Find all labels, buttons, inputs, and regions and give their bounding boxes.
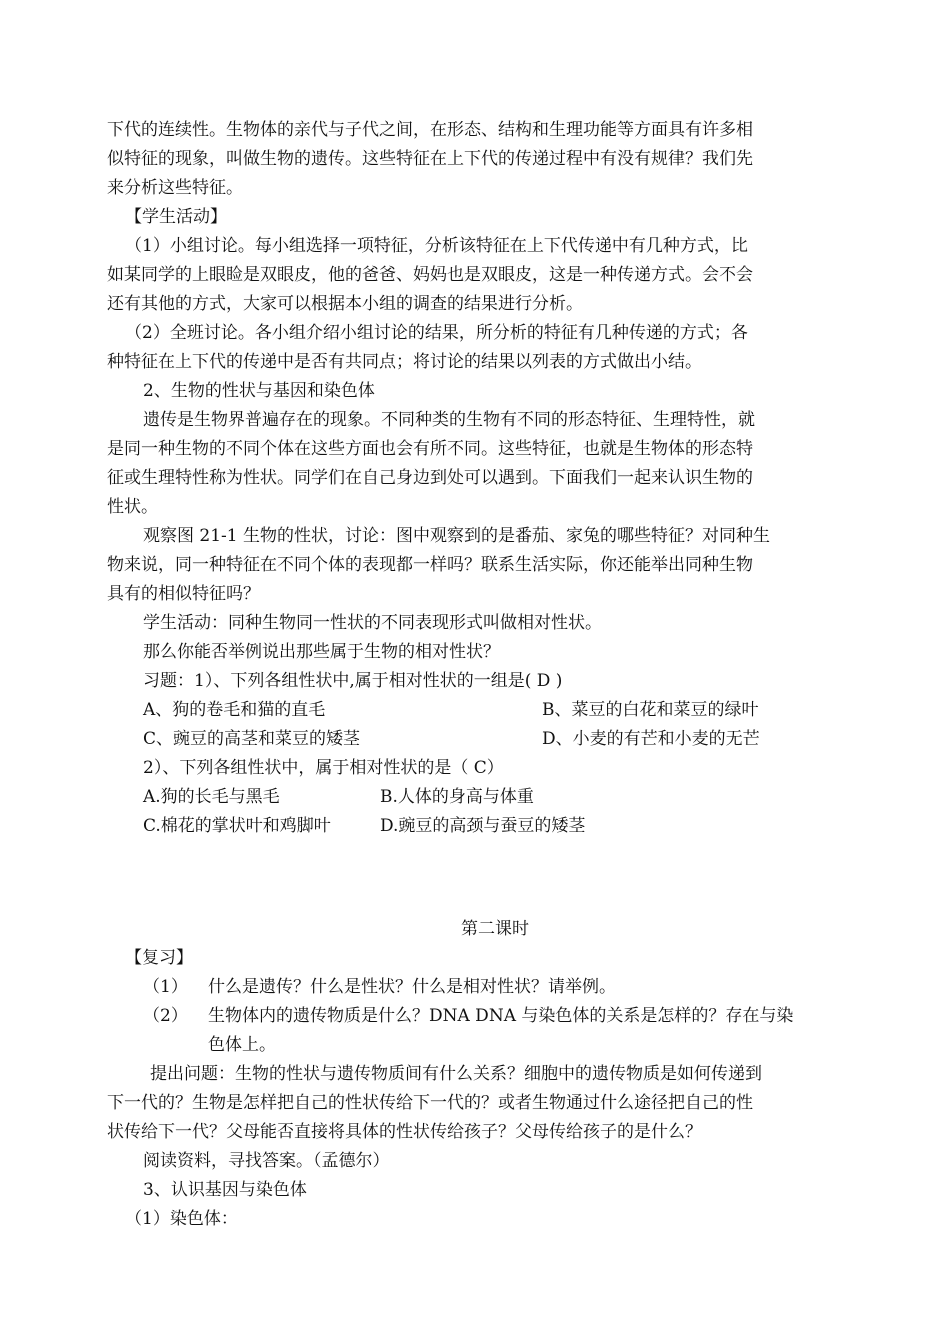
exercise-q2: 2）、下列各组性状中，属于相对性状的是（ C） xyxy=(143,758,504,778)
activity-heading: 【学生活动】 xyxy=(125,207,227,227)
lesson2-title: 第二课时 xyxy=(461,919,529,939)
section2-p1-line-4: 性状。 xyxy=(107,497,158,517)
reading-note: 阅读资料，寻找答案。（孟德尔） xyxy=(143,1151,390,1171)
section2-p2-line-2: 物来说，同一种特征在不同个体的表现都一样吗？联系生活实际，你还能举出同种生物 xyxy=(107,555,753,575)
section2-p2-line-3: 具有的相似特征吗？ xyxy=(107,584,260,604)
activity-p1-line-2: 如某同学的上眼睑是双眼皮，他的爸爸、妈妈也是双眼皮，这是一种传递方式。会不会 xyxy=(107,265,753,285)
section2-p3: 学生活动：同种生物同一性状的不同表现形式叫做相对性状。 xyxy=(143,613,602,633)
review-item-2-number: （2） xyxy=(143,1006,188,1026)
exercise-q1-option-d: D、小麦的有芒和小麦的无芒 xyxy=(542,729,760,749)
exercise-q1-option-b: B、菜豆的白花和菜豆的绿叶 xyxy=(542,700,759,720)
exercise-q2-option-a: A.狗的长毛与黑毛 xyxy=(143,787,280,807)
section2-heading: 2、生物的性状与基因和染色体 xyxy=(143,381,375,401)
activity-p1-line-3: 还有其他的方式，大家可以根据本小组的调查的结果进行分析。 xyxy=(107,294,583,314)
exercise-q1-option-a: A、狗的卷毛和猫的直毛 xyxy=(143,700,326,720)
exercise-q1-option-c: C、豌豆的高茎和菜豆的矮茎 xyxy=(143,729,361,749)
section2-p1-line-1: 遗传是生物界普遍存在的现象。不同种类的生物有不同的形态特征、生理特性，就 xyxy=(143,410,755,430)
intro-line-2: 似特征的现象，叫做生物的遗传。这些特征在上下代的传递过程中有没有规律？我们先 xyxy=(107,149,753,169)
review-item-2-line-1: 生物体内的遗传物质是什么？DNA DNA 与染色体的关系是怎样的？存在与染 xyxy=(208,1006,794,1026)
intro-line-1: 下代的连续性。生物体的亲代与子代之间，在形态、结构和生理功能等方面具有许多相 xyxy=(107,120,753,140)
exercise-q1: 习题：1）、下列各组性状中,属于相对性状的一组是( D ) xyxy=(143,671,563,691)
activity-p2-line-1: （2）全班讨论。各小组介绍小组讨论的结果，所分析的特征有几种传递的方式；各 xyxy=(125,323,748,343)
exercise-q2-option-d: D.豌豆的高颈与蚕豆的矮茎 xyxy=(380,816,586,836)
section2-p2-line-1: 观察图 21-1 生物的性状，讨论：图中观察到的是番茄、家兔的哪些特征？对同种生 xyxy=(143,526,770,546)
review-item-1-number: （1） xyxy=(143,977,188,997)
question-line-3: 状传给下一代？父母能否直接将具体的性状传给孩子？父母传给孩子的是什么？ xyxy=(107,1122,702,1142)
activity-p1-line-1: （1）小组讨论。每小组选择一项特征，分析该特征在上下代传递中有几种方式，比 xyxy=(125,236,748,256)
activity-p2-line-2: 种特征在上下代的传递中是否有共同点；将讨论的结果以列表的方式做出小结。 xyxy=(107,352,702,372)
question-line-2: 下一代的？生物是怎样把自己的性状传给下一代的？或者生物通过什么途径把自己的性 xyxy=(107,1093,753,1113)
section3-item-1: （1）染色体： xyxy=(125,1209,238,1229)
question-line-1: 提出问题：生物的性状与遗传物质间有什么关系？细胞中的遗传物质是如何传递到 xyxy=(150,1064,762,1084)
intro-line-3: 来分析这些特征。 xyxy=(107,178,243,198)
section2-p1-line-3: 征或生理特性称为性状。同学们在自己身边到处可以遇到。下面我们一起来认识生物的 xyxy=(107,468,753,488)
section2-p4: 那么你能否举例说出那些属于生物的相对性状？ xyxy=(143,642,500,662)
section2-p1-line-2: 是同一种生物的不同个体在这些方面也会有所不同。这些特征，也就是生物体的形态特 xyxy=(107,439,753,459)
review-heading: 【复习】 xyxy=(125,948,193,968)
review-item-2-line-2: 色体上。 xyxy=(208,1035,276,1055)
exercise-q2-option-b: B.人体的身高与体重 xyxy=(380,787,534,807)
section3-heading: 3、认识基因与染色体 xyxy=(143,1180,307,1200)
review-item-1: 什么是遗传？什么是性状？什么是相对性状？请举例。 xyxy=(208,977,616,997)
exercise-q2-option-c: C.棉花的掌状叶和鸡脚叶 xyxy=(143,816,331,836)
